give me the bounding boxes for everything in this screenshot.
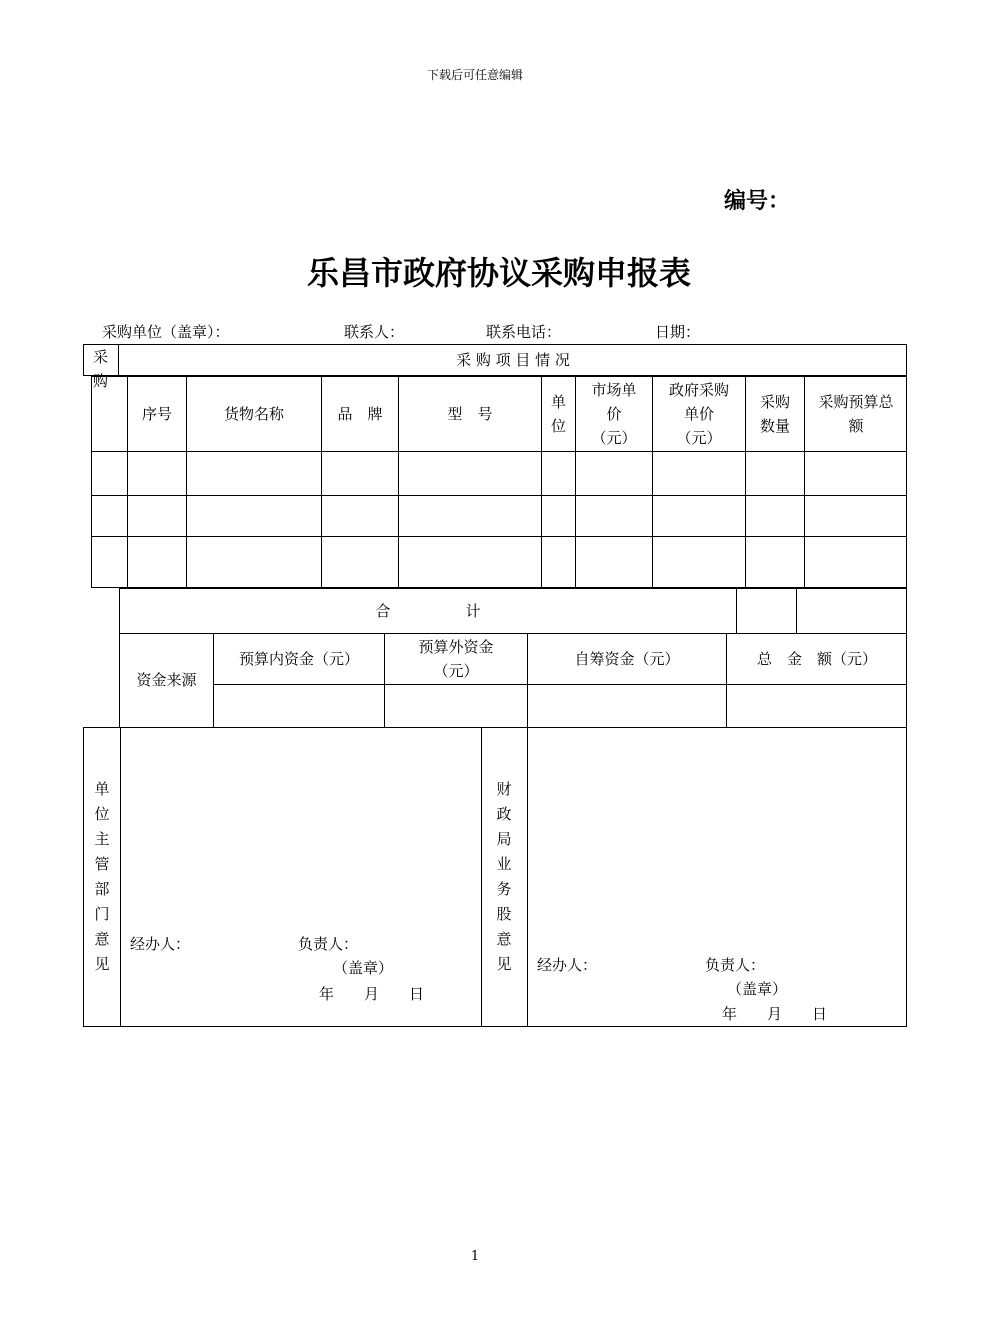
date-label: 日期： <box>655 323 701 341</box>
left-date-line: 年 月 日 <box>319 985 425 1003</box>
right-date-line: 年 月 日 <box>722 1005 828 1023</box>
contact-phone-label: 联系电话： <box>486 323 562 341</box>
left-responsible-label: 负责人： <box>298 935 359 953</box>
col-header-gov-price: 政府采购 单价 （元） <box>668 380 729 447</box>
right-handler-label: 经办人： <box>537 956 598 974</box>
serial-number-label: 编号： <box>724 189 791 214</box>
col-header-serial: 序号 <box>141 404 172 423</box>
purchasing-unit-label: 采购单位（盖章）： <box>102 323 230 341</box>
total-label: 合 计 <box>375 602 481 620</box>
col-header-market-price: 市场单 价 （元） <box>591 380 637 447</box>
page-number: 1 <box>470 1249 480 1264</box>
col-header-goods-name: 货物名称 <box>223 404 284 423</box>
section-title: 采 购 项 目 情 况 <box>456 351 570 369</box>
off-budget-funds-header: 预算外资金 （元） <box>418 638 494 680</box>
col-header-unit: 单 位 <box>550 392 566 435</box>
col-header-budget-total: 采购预算总 额 <box>818 392 894 435</box>
in-budget-funds-header: 预算内资金（元） <box>238 650 359 668</box>
col-header-quantity: 采购 数量 <box>759 392 790 435</box>
page-title: 乐昌市政府协议采购申报表 <box>306 254 691 292</box>
right-seal-label: （盖章） <box>727 980 788 998</box>
col-header-model: 型 号 <box>447 404 493 423</box>
contact-person-label: 联系人： <box>344 323 405 341</box>
funding-source-label: 资金来源 <box>136 671 197 689</box>
left-handler-label: 经办人： <box>130 935 191 953</box>
total-amount-header: 总 金 额（元） <box>756 650 877 668</box>
right-responsible-label: 负责人： <box>705 956 766 974</box>
dept-opinion-label: 单 位 主 管 部 门 意 见 <box>94 780 110 973</box>
section-side-label: 采 购 <box>92 348 108 390</box>
header-note: 下载后可任意编辑 <box>426 68 523 82</box>
col-header-brand: 品 牌 <box>337 404 383 423</box>
finance-opinion-label: 财 政 局 业 务 股 意 见 <box>496 780 512 973</box>
self-raised-funds-header: 自筹资金（元） <box>574 650 680 668</box>
left-seal-label: （盖章） <box>333 959 394 977</box>
